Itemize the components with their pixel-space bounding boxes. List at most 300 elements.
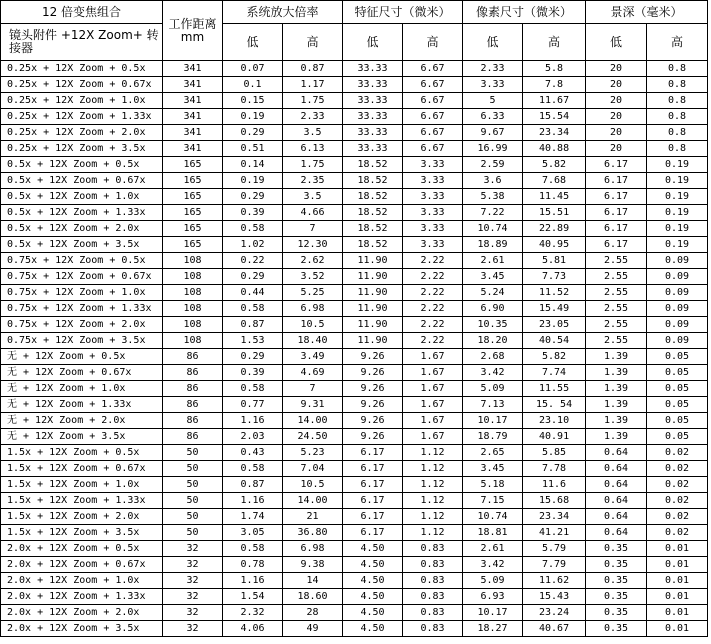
table-row: [1, 605, 708, 621]
dof-low-cell: 0.64: [586, 461, 647, 477]
pixel-low-cell: 10.74: [463, 509, 523, 525]
magnification-high-cell: 9.31: [283, 397, 343, 413]
pixel-high-cell: 15.68: [523, 493, 586, 509]
table-row: [1, 477, 708, 493]
magnification-high-cell: 21: [283, 509, 343, 525]
pixel-high-cell: 40.88: [523, 141, 586, 157]
combination-cell: 2.0x + 12X Zoom + 0.5x: [1, 541, 163, 557]
dof-high-cell: 0.05: [647, 413, 708, 429]
magnification-high-cell: 2.33: [283, 109, 343, 125]
pixel-low-cell: 2.59: [463, 157, 523, 173]
dof-high-cell: 0.19: [647, 157, 708, 173]
magnification-high-cell: 3.5: [283, 189, 343, 205]
magnification-low-cell: 1.02: [223, 237, 283, 253]
pixel-high-cell: 7.73: [523, 269, 586, 285]
dof-low-cell: 2.55: [586, 317, 647, 333]
dof-high-cell: 0.09: [647, 301, 708, 317]
dof-low-cell: 0.35: [586, 605, 647, 621]
feature-high-cell: 2.22: [403, 285, 463, 301]
combination-cell: 2.0x + 12X Zoom + 1.33x: [1, 589, 163, 605]
combination-cell: 1.5x + 12X Zoom + 1.0x: [1, 477, 163, 493]
table-row: [1, 61, 708, 77]
pixel-high-cell: 23.34: [523, 509, 586, 525]
table-row: [1, 429, 708, 445]
feature-high-cell: 3.33: [403, 205, 463, 221]
feature-high-cell: 1.12: [403, 445, 463, 461]
feature-low-cell: 6.17: [343, 445, 403, 461]
working-distance-cell: 32: [163, 557, 223, 573]
dof-high-cell: 0.05: [647, 349, 708, 365]
combination-cell: 无 + 12X Zoom + 1.0x: [1, 381, 163, 397]
magnification-low-cell: 1.74: [223, 509, 283, 525]
magnification-low-cell: 0.07: [223, 61, 283, 77]
pixel-high-cell: 23.05: [523, 317, 586, 333]
pixel-low-cell: 2.68: [463, 349, 523, 365]
working-distance-cell: 86: [163, 413, 223, 429]
magnification-low-cell: 0.19: [223, 109, 283, 125]
feature-high-cell: 1.12: [403, 509, 463, 525]
pixel-low-cell: 6.93: [463, 589, 523, 605]
table-row: [1, 77, 708, 93]
pixel-low-cell: 18.81: [463, 525, 523, 541]
feature-high-cell: 0.83: [403, 573, 463, 589]
dof-high-cell: 0.05: [647, 365, 708, 381]
magnification-low-cell: 0.77: [223, 397, 283, 413]
magnification-high-cell: 18.60: [283, 589, 343, 605]
working-distance-cell: 341: [163, 141, 223, 157]
pixel-high-cell: 7.74: [523, 365, 586, 381]
feature-low-cell: 4.50: [343, 589, 403, 605]
feature-low-cell: 33.33: [343, 125, 403, 141]
feature-low-cell: 33.33: [343, 109, 403, 125]
magnification-high-cell: 14.00: [283, 493, 343, 509]
magnification-high-cell: 4.69: [283, 365, 343, 381]
pixel-high-cell: 5.82: [523, 157, 586, 173]
dof-low-cell: 0.64: [586, 493, 647, 509]
pixel-high-cell: 41.21: [523, 525, 586, 541]
combination-cell: 1.5x + 12X Zoom + 0.67x: [1, 461, 163, 477]
dof-high-cell: 0.09: [647, 253, 708, 269]
working-distance-cell: 108: [163, 269, 223, 285]
pixel-low-cell: 3.42: [463, 557, 523, 573]
feature-high-cell: 1.12: [403, 493, 463, 509]
magnification-low-cell: 0.58: [223, 541, 283, 557]
working-distance-cell: 165: [163, 173, 223, 189]
magnification-header: 系统放大倍率: [223, 1, 343, 24]
dof-high-cell: 0.19: [647, 237, 708, 253]
working-distance-cell: 108: [163, 253, 223, 269]
combination-cell: 0.75x + 12X Zoom + 2.0x: [1, 317, 163, 333]
working-distance-cell: 50: [163, 525, 223, 541]
magnification-low-header: 低: [223, 24, 283, 61]
combination-cell: 0.25x + 12X Zoom + 1.0x: [1, 93, 163, 109]
dof-low-cell: 0.35: [586, 589, 647, 605]
working-distance-cell: 341: [163, 109, 223, 125]
feature-high-cell: 6.67: [403, 141, 463, 157]
combination-cell: 0.5x + 12X Zoom + 1.33x: [1, 205, 163, 221]
magnification-low-cell: 0.51: [223, 141, 283, 157]
dof-low-cell: 0.35: [586, 557, 647, 573]
feature-low-cell: 9.26: [343, 413, 403, 429]
combination-cell: 2.0x + 12X Zoom + 3.5x: [1, 621, 163, 637]
working-distance-cell: 86: [163, 397, 223, 413]
magnification-low-cell: 0.29: [223, 125, 283, 141]
dof-high-cell: 0.02: [647, 461, 708, 477]
dof-low-cell: 6.17: [586, 237, 647, 253]
feature-low-cell: 33.33: [343, 93, 403, 109]
dof-low-cell: 0.64: [586, 445, 647, 461]
magnification-high-cell: 5.23: [283, 445, 343, 461]
combination-cell: 2.0x + 12X Zoom + 2.0x: [1, 605, 163, 621]
feature-low-cell: 11.90: [343, 269, 403, 285]
magnification-high-cell: 9.38: [283, 557, 343, 573]
pixel-high-cell: 40.95: [523, 237, 586, 253]
pixel-low-cell: 3.45: [463, 269, 523, 285]
magnification-low-cell: 0.78: [223, 557, 283, 573]
pixel-high-cell: 15.54: [523, 109, 586, 125]
pixel-low-header: 低: [463, 24, 523, 61]
dof-high-header: 高: [647, 24, 708, 61]
table-row: [1, 381, 708, 397]
pixel-high-cell: 22.89: [523, 221, 586, 237]
dof-high-cell: 0.01: [647, 589, 708, 605]
magnification-high-cell: 6.98: [283, 541, 343, 557]
magnification-high-cell: 0.87: [283, 61, 343, 77]
feature-high-cell: 1.67: [403, 349, 463, 365]
combo-title-header: 12 倍变焦组合: [1, 1, 163, 24]
feature-low-cell: 6.17: [343, 509, 403, 525]
feature-low-cell: 6.17: [343, 461, 403, 477]
magnification-low-cell: 1.16: [223, 413, 283, 429]
table-row: [1, 509, 708, 525]
magnification-low-cell: 0.58: [223, 381, 283, 397]
table-row: [1, 413, 708, 429]
pixel-high-cell: 5.81: [523, 253, 586, 269]
combination-cell: 0.25x + 12X Zoom + 0.67x: [1, 77, 163, 93]
combination-cell: 1.5x + 12X Zoom + 3.5x: [1, 525, 163, 541]
table-row: [1, 333, 708, 349]
pixel-low-cell: 2.61: [463, 253, 523, 269]
dof-low-cell: 0.35: [586, 621, 647, 637]
feature-high-cell: 2.22: [403, 269, 463, 285]
working-distance-cell: 50: [163, 461, 223, 477]
pixel-high-cell: 5.82: [523, 349, 586, 365]
pixel-high-cell: 5.8: [523, 61, 586, 77]
pixel-high-cell: 40.67: [523, 621, 586, 637]
pixel-high-cell: 15. 54: [523, 397, 586, 413]
dof-low-cell: 2.55: [586, 333, 647, 349]
working-distance-cell: 165: [163, 237, 223, 253]
pixel-high-cell: 40.91: [523, 429, 586, 445]
pixel-high-cell: 11.6: [523, 477, 586, 493]
table-row: [1, 461, 708, 477]
combination-cell: 2.0x + 12X Zoom + 1.0x: [1, 573, 163, 589]
magnification-low-cell: 1.16: [223, 493, 283, 509]
working-distance-cell: 108: [163, 317, 223, 333]
feature-low-cell: 18.52: [343, 157, 403, 173]
magnification-low-cell: 0.58: [223, 301, 283, 317]
combination-cell: 0.5x + 12X Zoom + 0.67x: [1, 173, 163, 189]
pixel-high-cell: 11.62: [523, 573, 586, 589]
pixel-low-cell: 6.90: [463, 301, 523, 317]
feature-low-cell: 33.33: [343, 77, 403, 93]
pixel-low-cell: 5.18: [463, 477, 523, 493]
working-distance-cell: 165: [163, 189, 223, 205]
working-distance-cell: 50: [163, 445, 223, 461]
pixel-low-cell: 2.65: [463, 445, 523, 461]
pixel-high-cell: 7.79: [523, 557, 586, 573]
magnification-high-header: 高: [283, 24, 343, 61]
feature-high-cell: 0.83: [403, 557, 463, 573]
dof-low-cell: 2.55: [586, 269, 647, 285]
combination-cell: 0.75x + 12X Zoom + 1.0x: [1, 285, 163, 301]
magnification-high-cell: 28: [283, 605, 343, 621]
feature-low-cell: 11.90: [343, 333, 403, 349]
working-distance-cell: 165: [163, 205, 223, 221]
pixel-high-cell: 5.79: [523, 541, 586, 557]
dof-low-cell: 6.17: [586, 205, 647, 221]
table-row: [1, 349, 708, 365]
working-distance-cell: 108: [163, 285, 223, 301]
pixel-high-cell: 15.51: [523, 205, 586, 221]
table-row: [1, 589, 708, 605]
dof-low-cell: 20: [586, 93, 647, 109]
feature-high-cell: 1.67: [403, 429, 463, 445]
feature-low-cell: 33.33: [343, 61, 403, 77]
dof-low-cell: 2.55: [586, 301, 647, 317]
feature-low-cell: 6.17: [343, 493, 403, 509]
table-row: [1, 173, 708, 189]
pixel-high-cell: 7.8: [523, 77, 586, 93]
dof-high-cell: 0.02: [647, 445, 708, 461]
combination-cell: 0.5x + 12X Zoom + 1.0x: [1, 189, 163, 205]
pixel-low-cell: 10.35: [463, 317, 523, 333]
magnification-high-cell: 36.80: [283, 525, 343, 541]
feature-low-cell: 9.26: [343, 365, 403, 381]
dof-high-cell: 0.05: [647, 397, 708, 413]
pixel-low-cell: 3.45: [463, 461, 523, 477]
dof-high-cell: 0.8: [647, 109, 708, 125]
magnification-high-cell: 5.25: [283, 285, 343, 301]
dof-low-cell: 6.17: [586, 173, 647, 189]
feature-high-cell: 6.67: [403, 61, 463, 77]
dof-low-cell: 6.17: [586, 189, 647, 205]
feature-high-cell: 6.67: [403, 93, 463, 109]
combination-cell: 0.5x + 12X Zoom + 2.0x: [1, 221, 163, 237]
magnification-low-cell: 0.87: [223, 477, 283, 493]
feature-low-cell: 11.90: [343, 317, 403, 333]
working-distance-cell: 32: [163, 541, 223, 557]
table-header: [1, 1, 708, 61]
table-row: [1, 237, 708, 253]
dof-high-cell: 0.8: [647, 77, 708, 93]
magnification-high-cell: 6.98: [283, 301, 343, 317]
table-row: [1, 189, 708, 205]
magnification-high-cell: 10.5: [283, 477, 343, 493]
combination-cell: 0.25x + 12X Zoom + 3.5x: [1, 141, 163, 157]
table-row: [1, 301, 708, 317]
dof-high-cell: 0.01: [647, 573, 708, 589]
feature-high-cell: 3.33: [403, 189, 463, 205]
dof-high-cell: 0.02: [647, 509, 708, 525]
pixel-low-cell: 3.42: [463, 365, 523, 381]
feature-high-cell: 0.83: [403, 589, 463, 605]
dof-low-cell: 1.39: [586, 381, 647, 397]
pixel-low-cell: 2.61: [463, 541, 523, 557]
dof-high-cell: 0.8: [647, 93, 708, 109]
magnification-low-cell: 0.43: [223, 445, 283, 461]
feature-high-cell: 1.67: [403, 413, 463, 429]
table-row: [1, 397, 708, 413]
pixel-low-cell: 10.17: [463, 605, 523, 621]
magnification-high-cell: 14: [283, 573, 343, 589]
working-distance-cell: 108: [163, 301, 223, 317]
working-distance-cell: 165: [163, 157, 223, 173]
dof-low-cell: 1.39: [586, 349, 647, 365]
table-row: [1, 269, 708, 285]
magnification-low-cell: 0.22: [223, 253, 283, 269]
combination-cell: 0.25x + 12X Zoom + 0.5x: [1, 61, 163, 77]
table-row: [1, 93, 708, 109]
table-row: [1, 125, 708, 141]
dof-high-cell: 0.19: [647, 205, 708, 221]
feature-low-cell: 18.52: [343, 221, 403, 237]
dof-high-cell: 0.19: [647, 189, 708, 205]
dof-high-cell: 0.02: [647, 493, 708, 509]
combination-cell: 1.5x + 12X Zoom + 0.5x: [1, 445, 163, 461]
working-distance-cell: 165: [163, 221, 223, 237]
pixel-high-cell: 11.45: [523, 189, 586, 205]
table-row: [1, 141, 708, 157]
magnification-low-cell: 3.05: [223, 525, 283, 541]
feature-high-cell: 3.33: [403, 237, 463, 253]
feature-low-cell: 9.26: [343, 429, 403, 445]
pixel-high-cell: 23.34: [523, 125, 586, 141]
combination-cell: 0.25x + 12X Zoom + 1.33x: [1, 109, 163, 125]
working-distance-cell: 32: [163, 621, 223, 637]
magnification-high-cell: 2.35: [283, 173, 343, 189]
pixel-low-cell: 5.38: [463, 189, 523, 205]
dof-high-cell: 0.8: [647, 61, 708, 77]
feature-low-cell: 4.50: [343, 557, 403, 573]
table-row: [1, 525, 708, 541]
dof-high-cell: 0.01: [647, 541, 708, 557]
feature-high-cell: 6.67: [403, 77, 463, 93]
magnification-low-cell: 0.1: [223, 77, 283, 93]
table-row: [1, 221, 708, 237]
dof-high-cell: 0.09: [647, 285, 708, 301]
dof-high-cell: 0.09: [647, 269, 708, 285]
magnification-low-cell: 0.58: [223, 461, 283, 477]
table-row: [1, 253, 708, 269]
depth-of-field-header: 景深（毫米）: [586, 1, 708, 24]
feature-low-cell: 9.26: [343, 349, 403, 365]
magnification-low-cell: 0.15: [223, 93, 283, 109]
magnification-high-cell: 3.49: [283, 349, 343, 365]
magnification-low-cell: 4.06: [223, 621, 283, 637]
pixel-high-cell: 11.52: [523, 285, 586, 301]
table-row: [1, 317, 708, 333]
dof-low-cell: 20: [586, 125, 647, 141]
working-distance-cell: 341: [163, 93, 223, 109]
working-distance-cell: 50: [163, 477, 223, 493]
combination-cell: 1.5x + 12X Zoom + 2.0x: [1, 509, 163, 525]
feature-high-cell: 6.67: [403, 109, 463, 125]
magnification-high-cell: 3.5: [283, 125, 343, 141]
table-row: [1, 109, 708, 125]
pixel-high-cell: 5.85: [523, 445, 586, 461]
table-row: [1, 445, 708, 461]
dof-high-cell: 0.05: [647, 429, 708, 445]
dof-high-cell: 0.19: [647, 173, 708, 189]
table-row: [1, 205, 708, 221]
dof-low-cell: 0.35: [586, 541, 647, 557]
combination-cell: 无 + 12X Zoom + 0.5x: [1, 349, 163, 365]
pixel-low-cell: 7.22: [463, 205, 523, 221]
combination-cell: 无 + 12X Zoom + 0.67x: [1, 365, 163, 381]
pixel-low-cell: 18.79: [463, 429, 523, 445]
pixel-high-cell: 23.10: [523, 413, 586, 429]
working-distance-cell: 86: [163, 365, 223, 381]
pixel-low-cell: 5.09: [463, 573, 523, 589]
feature-high-cell: 1.12: [403, 477, 463, 493]
magnification-high-cell: 14.00: [283, 413, 343, 429]
pixel-low-cell: 18.20: [463, 333, 523, 349]
table-body: [1, 61, 708, 637]
feature-low-cell: 11.90: [343, 301, 403, 317]
pixel-low-cell: 3.33: [463, 77, 523, 93]
working-distance-cell: 341: [163, 125, 223, 141]
pixel-high-cell: 15.43: [523, 589, 586, 605]
combination-cell: 0.75x + 12X Zoom + 0.67x: [1, 269, 163, 285]
feature-high-cell: 1.67: [403, 365, 463, 381]
table-row: [1, 493, 708, 509]
feature-size-header: 特征尺寸（微米）: [343, 1, 463, 24]
working-distance-cell: 32: [163, 573, 223, 589]
dof-high-cell: 0.05: [647, 381, 708, 397]
magnification-high-cell: 7: [283, 381, 343, 397]
feature-low-cell: 9.26: [343, 397, 403, 413]
dof-high-cell: 0.02: [647, 477, 708, 493]
dof-high-cell: 0.8: [647, 125, 708, 141]
magnification-low-cell: 0.29: [223, 269, 283, 285]
dof-low-cell: 0.64: [586, 477, 647, 493]
pixel-high-header: 高: [523, 24, 586, 61]
feature-low-cell: 6.17: [343, 525, 403, 541]
magnification-low-cell: 0.29: [223, 189, 283, 205]
feature-high-cell: 0.83: [403, 621, 463, 637]
pixel-low-cell: 10.17: [463, 413, 523, 429]
combination-cell: 0.75x + 12X Zoom + 3.5x: [1, 333, 163, 349]
magnification-low-cell: 2.32: [223, 605, 283, 621]
working-distance-cell: 50: [163, 493, 223, 509]
dof-low-cell: 0.64: [586, 525, 647, 541]
combination-cell: 0.75x + 12X Zoom + 0.5x: [1, 253, 163, 269]
magnification-low-cell: 0.14: [223, 157, 283, 173]
feature-low-cell: 4.50: [343, 541, 403, 557]
feature-high-cell: 2.22: [403, 317, 463, 333]
feature-high-cell: 6.67: [403, 125, 463, 141]
dof-low-cell: 20: [586, 77, 647, 93]
magnification-high-cell: 1.75: [283, 93, 343, 109]
magnification-high-cell: 1.75: [283, 157, 343, 173]
table-row: [1, 621, 708, 637]
pixel-low-cell: 6.33: [463, 109, 523, 125]
feature-high-cell: 3.33: [403, 173, 463, 189]
dof-high-cell: 0.09: [647, 333, 708, 349]
combination-cell: 0.5x + 12X Zoom + 0.5x: [1, 157, 163, 173]
combination-cell: 2.0x + 12X Zoom + 0.67x: [1, 557, 163, 573]
